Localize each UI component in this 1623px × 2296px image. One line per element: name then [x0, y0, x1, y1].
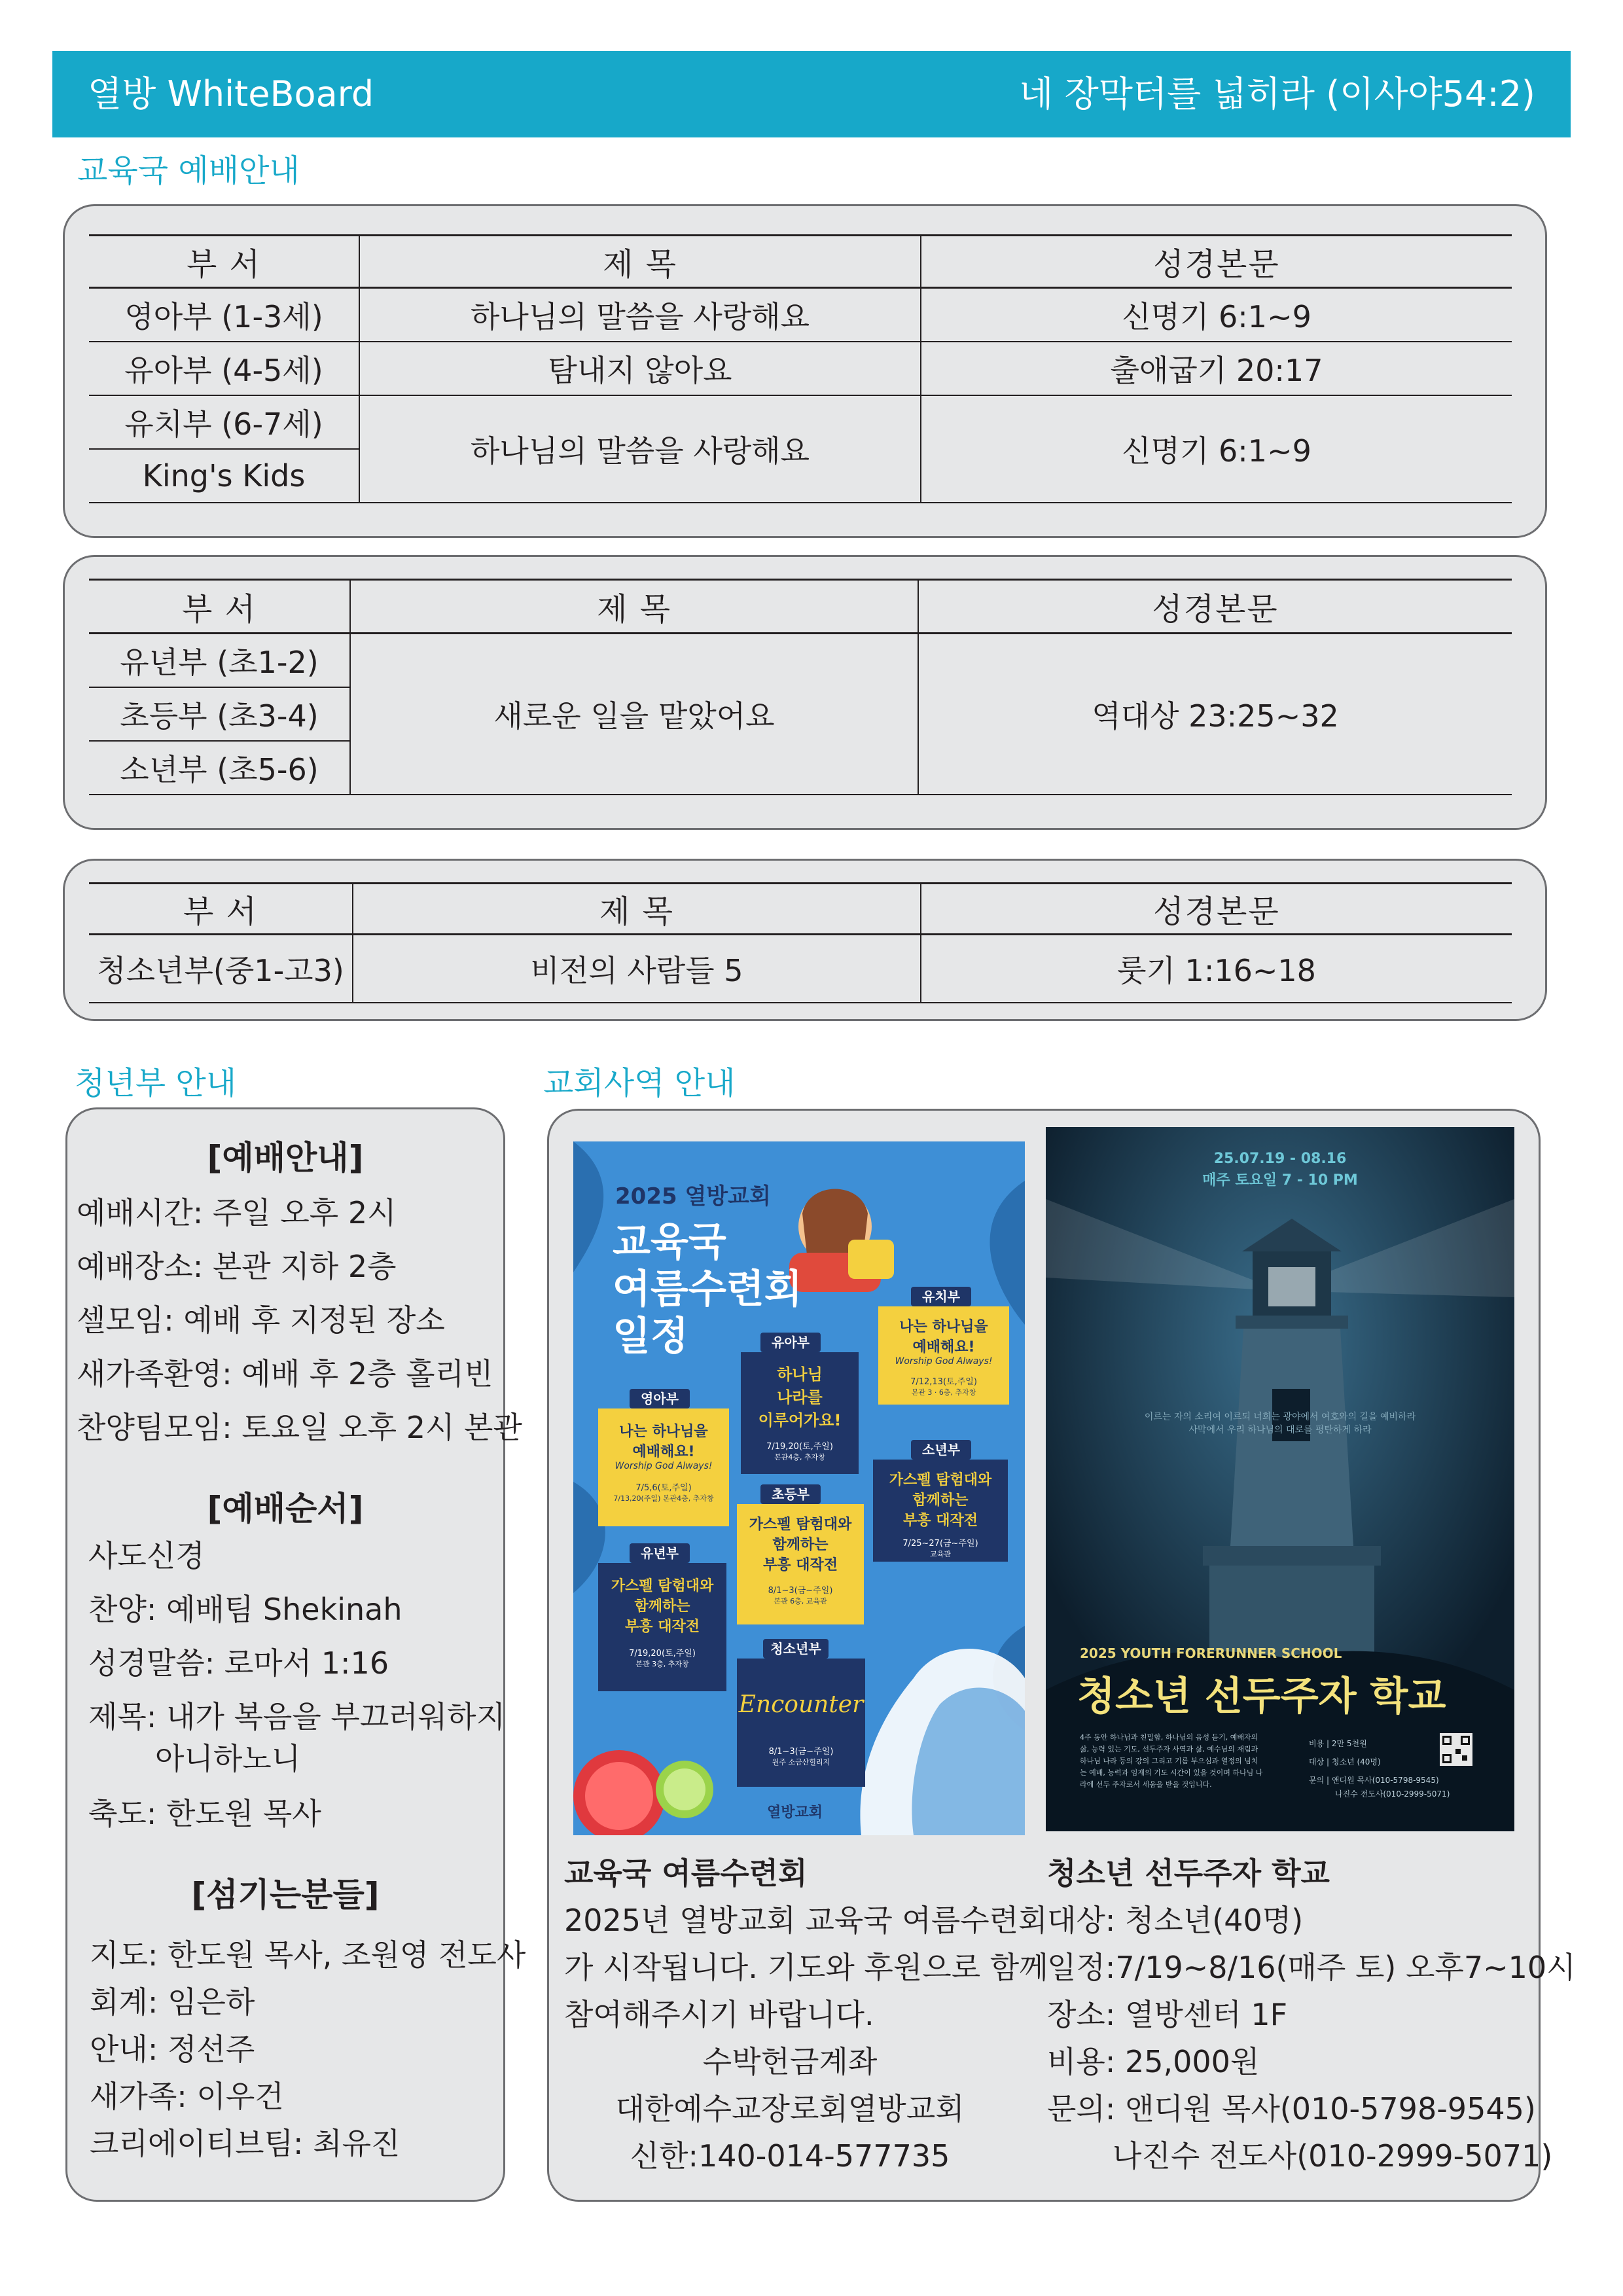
poster1-box-date: 7/25~27(금~주일) [902, 1539, 978, 1549]
section-title-ministry: 교회사역 안내 [543, 1065, 736, 1102]
youth-worship-item: 예배장소: 본관 지하 2층 [77, 1249, 397, 1284]
col-title: 제 목 [353, 884, 921, 935]
ministry2-line: 비용: 25,000원 [1047, 2044, 1260, 2079]
youth-order-item: 성경말씀: 로마서 1:16 [88, 1645, 389, 1681]
col-scripture: 성경본문 [921, 884, 1512, 935]
poster1-box [873, 1460, 1008, 1562]
poster1-box-line: 나는 하나님을 [899, 1319, 988, 1335]
poster1-box-place: 본관 3 · 6층, 추자창 [911, 1388, 976, 1397]
col-scripture: 성경본문 [918, 580, 1512, 634]
header-title: 열방 WhiteBoard [88, 73, 374, 115]
poster1-tag: 청소년부 [763, 1639, 829, 1659]
youth-server-item: 안내: 정선주 [90, 2032, 255, 2067]
col-title: 제 목 [350, 580, 918, 634]
table-header-row [89, 884, 1512, 935]
poster1-title2: 여름수련회 [613, 1266, 802, 1312]
table-row [89, 935, 1512, 1003]
poster1-logo: 열방교회 [767, 1804, 823, 1821]
lighthouse-illustration [1046, 1127, 1514, 1831]
title-cell: 하나님의 말씀을 사랑해요 [359, 288, 921, 342]
poster2-contact: 나진수 전도사(010-2999-5071) [1335, 1789, 1450, 1799]
ministry2-line: 일정:7/19~8/16(매주 토) 오후7~10시 [1047, 1950, 1576, 1985]
poster2-contact: 문의 | 앤디원 목사(010-5798-9545) [1309, 1776, 1439, 1785]
worship-table-2 [89, 579, 1512, 795]
scripture-cell: 역대상 23:25~32 [918, 634, 1512, 795]
youth-worship-item: 예배시간: 주일 오후 2시 [77, 1195, 397, 1230]
poster2-desc-line: 삶, 능력 있는 기도, 선두주자 사역과 삶, 예수님의 재림과 [1080, 1745, 1258, 1753]
poster1-box-date: 8/1~3(금~주일) [768, 1747, 834, 1757]
poster1-box-line: 함께하는 [634, 1598, 690, 1615]
poster2-desc-line: 하나님 나라 등의 강의 그리고 기름 부으심과 열정의 넘치 [1080, 1757, 1258, 1765]
poster2-verse1: 이르는 자의 소리여 이르되 너희는 광야에서 여호와의 길을 예비하라 [1144, 1412, 1416, 1422]
table-header-row [89, 236, 1512, 288]
title-cell: 비전의 사람들 5 [353, 935, 921, 1003]
col-dept: 부 서 [89, 580, 350, 634]
section-title-youth: 청년부 안내 [75, 1065, 237, 1102]
ministry2-title: 청소년 선두주자 학교 [1047, 1856, 1330, 1891]
poster1-box-place: 본관 3층, 추자창 [635, 1660, 689, 1668]
table-row [89, 634, 1512, 687]
poster1-box-date: 7/19,20(토,주일) [629, 1649, 696, 1659]
poster2-time: 매주 토요일 7 - 10 PM [1202, 1172, 1358, 1189]
poster1-tag: 유아부 [760, 1333, 821, 1352]
youth-order-item: 찬양: 예배팀 Shekinah [88, 1592, 402, 1627]
youth-worship-heading: [예배안내] [207, 1139, 364, 1177]
table-row [89, 288, 1512, 342]
poster1-box [598, 1563, 726, 1691]
poster1-box-line: 가스펠 탐험대와 [889, 1472, 992, 1488]
poster1-box-line: 나라를 [777, 1388, 823, 1407]
title-cell: 하나님의 말씀을 사랑해요 [359, 395, 921, 503]
poster1-box-line: 부흥 대작전 [763, 1557, 838, 1573]
dept-cell: 유년부 (초1-2) [89, 634, 350, 687]
section-title-worship: 교육국 예배안내 [77, 152, 300, 189]
poster2-desc-line: 4주 동안 하나님과 친밀함, 하나님의 음성 듣기, 예배자의 [1080, 1733, 1258, 1742]
poster1-box-place: 본관4층, 추자창 [774, 1453, 825, 1462]
poster1-tag: 영아부 [630, 1389, 690, 1408]
table-row [89, 342, 1512, 395]
poster2-target: 대상 | 청소년 (40명) [1309, 1757, 1381, 1767]
poster1-box-line: 부흥 대작전 [903, 1513, 978, 1529]
poster1-tag: 유년부 [630, 1543, 690, 1563]
scripture-cell: 출애굽기 20:17 [921, 342, 1512, 395]
poster1-box [737, 1659, 865, 1787]
scripture-cell: 신명기 6:1~9 [921, 395, 1512, 503]
poster1-box-place: 7/13,20(주일) 본관4층, 추자창 [613, 1494, 714, 1503]
poster2-desc-line: 는 예배, 능력과 임재의 기도 시간이 있을 것이며 하나님 나 [1080, 1768, 1263, 1777]
poster1-box-place: 본관 6층, 교육관 [774, 1597, 827, 1605]
ministry1-line: 가 시작됩니다. 기도와 후원으로 함께 [564, 1950, 1048, 1985]
worship-table-1 [89, 234, 1512, 503]
poster1-box-line: 함께하는 [772, 1537, 829, 1553]
dept-cell: 소년부 (초5-6) [89, 741, 350, 795]
ministry1-title: 교육국 여름수련회 [564, 1856, 808, 1891]
youth-order-item: 축도: 한도원 목사 [88, 1796, 321, 1831]
poster1-box-line: 이루어가요! [758, 1411, 842, 1429]
poster1-box-line: 하나님 [777, 1365, 823, 1384]
ministry2-line: 장소: 열방센터 1F [1047, 1997, 1288, 2032]
qr-code-icon [1440, 1733, 1472, 1766]
poster2-description [1080, 1732, 1262, 1791]
poster1-box [741, 1352, 859, 1474]
ministry2-line: 나진수 전도사(010-2999-5071) [1113, 2138, 1553, 2174]
poster2-fee: 비용 | 2만 5천원 [1309, 1739, 1367, 1748]
title-cell: 탐내지 않아요 [359, 342, 921, 395]
poster1-box-sub: Worship God Always! [895, 1356, 993, 1367]
summer-retreat-poster [573, 1141, 1025, 1835]
poster2-verse2: 사막에서 우리 하나님의 대로를 평탄하게 하라 [1188, 1425, 1372, 1435]
ministry1-line: 참여해주시기 바랍니다. [564, 1997, 874, 2032]
youth-worship-item: 새가족환영: 예배 후 2층 홀리빈 [77, 1356, 493, 1391]
ministry1-account: 신한:140-014-577735 [630, 2138, 950, 2174]
youth-order-item: 사도신경 [88, 1538, 205, 1573]
poster1-box-line: 예배해요! [912, 1339, 975, 1355]
youth-order-item: 아니하노니 [155, 1741, 301, 1776]
ministry1-account: 대한예수교장로회열방교회 [615, 2091, 965, 2126]
poster1-box [878, 1306, 1009, 1405]
poster1-box-place: 원주 소금산힐리지 [772, 1758, 830, 1767]
poster1-box-line: 가스펠 탐험대와 [611, 1578, 714, 1594]
poster1-box-date: 8/1~3(금~주일) [768, 1586, 833, 1596]
youth-order-item: 제목: 내가 복음을 부끄러워하지 [88, 1699, 506, 1734]
poster2-desc-line: 라에 선두 주자로서 세움을 받을 것입니다. [1080, 1780, 1212, 1789]
forerunner-school-poster [1046, 1127, 1514, 1831]
poster1-box-line: 함께하는 [912, 1492, 969, 1509]
title-cell: 새로운 일을 맡았어요 [350, 634, 918, 795]
poster1-box-sub: Worship God Always! [615, 1461, 713, 1471]
dept-cell: 초등부 (초3-4) [89, 687, 350, 741]
poster1-box-line: 예배해요! [632, 1444, 695, 1460]
ministry2-line: 대상: 청소년(40명) [1047, 1903, 1304, 1938]
poster1-box-date: 7/19,20(토,주일) [766, 1442, 833, 1452]
dept-cell: 유아부 (4-5세) [89, 342, 359, 395]
dept-cell: King's Kids [89, 449, 359, 503]
scripture-cell: 룻기 1:16~18 [921, 935, 1512, 1003]
youth-server-item: 크리에이티브팀: 최유진 [90, 2126, 401, 2161]
ministry1-line: 2025년 열방교회 교육국 여름수련회 [564, 1903, 1048, 1938]
col-scripture: 성경본문 [921, 236, 1512, 288]
poster1-box-line: 부흥 대작전 [625, 1619, 700, 1635]
poster1-box-line: Encounter [738, 1691, 864, 1718]
table-header-row [89, 580, 1512, 634]
youth-card [65, 1107, 526, 2202]
scripture-cell: 신명기 6:1~9 [921, 288, 1512, 342]
col-dept: 부 서 [89, 236, 359, 288]
dept-cell: 유치부 (6-7세) [89, 395, 359, 449]
header-verse: 네 장막터를 넓히라 (이사야54:2) [1019, 73, 1535, 115]
poster2-title: 청소년 선두주자 학교 [1077, 1674, 1446, 1719]
poster1-box-line: 가스펠 탐험대와 [749, 1516, 852, 1533]
youth-worship-item: 셀모임: 예배 후 지정된 장소 [77, 1302, 445, 1338]
poster1-title1: 교육국 [613, 1219, 726, 1265]
poster1-tag: 유치부 [911, 1287, 971, 1306]
youth-server-item: 지도: 한도원 목사, 조원영 전도사 [90, 1937, 526, 1973]
youth-order-heading: [예배순서] [207, 1490, 364, 1528]
dept-cell: 영아부 (1-3세) [89, 288, 359, 342]
poster1-title3: 일정 [613, 1314, 688, 1359]
dept-cell: 청소년부(중1-고3) [89, 935, 353, 1003]
youth-worship-item: 찬양팀모임: 토요일 오후 2시 본관 [77, 1410, 522, 1445]
poster2-subtitle: 2025 YOUTH FORERUNNER SCHOOL [1080, 1645, 1342, 1661]
poster1-tag: 초등부 [760, 1484, 821, 1504]
ministry2-line: 문의: 앤디원 목사(010-5798-9545) [1047, 2091, 1536, 2126]
poster2-dates: 25.07.19 - 08.16 [1213, 1151, 1347, 1167]
youth-server-item: 새가족: 이우건 [90, 2079, 284, 2114]
poster1-box-date: 7/5,6(토,주일) [635, 1483, 692, 1493]
youth-servers-heading: [섬기는분들] [191, 1876, 380, 1914]
poster1-tag: 소년부 [911, 1440, 971, 1460]
poster1-box-place: 교육관 [930, 1550, 951, 1558]
poster1-box-date: 7/12,13(토,주일) [910, 1377, 977, 1387]
table-row [89, 395, 1512, 449]
col-dept: 부 서 [89, 884, 353, 935]
poster1-box-line: 나는 하나님을 [619, 1424, 708, 1440]
poster1-box [737, 1504, 864, 1624]
poster1-year: 2025 열방교회 [615, 1183, 771, 1210]
poster2-info [1309, 1734, 1450, 1799]
ministry1-account: 수박헌금계좌 [702, 2044, 878, 2079]
poster1-box [598, 1408, 729, 1526]
header-bar [52, 51, 1571, 137]
youth-server-item: 회계: 임은하 [90, 1984, 255, 2020]
worship-table-3 [89, 882, 1512, 1003]
col-title: 제 목 [359, 236, 921, 288]
